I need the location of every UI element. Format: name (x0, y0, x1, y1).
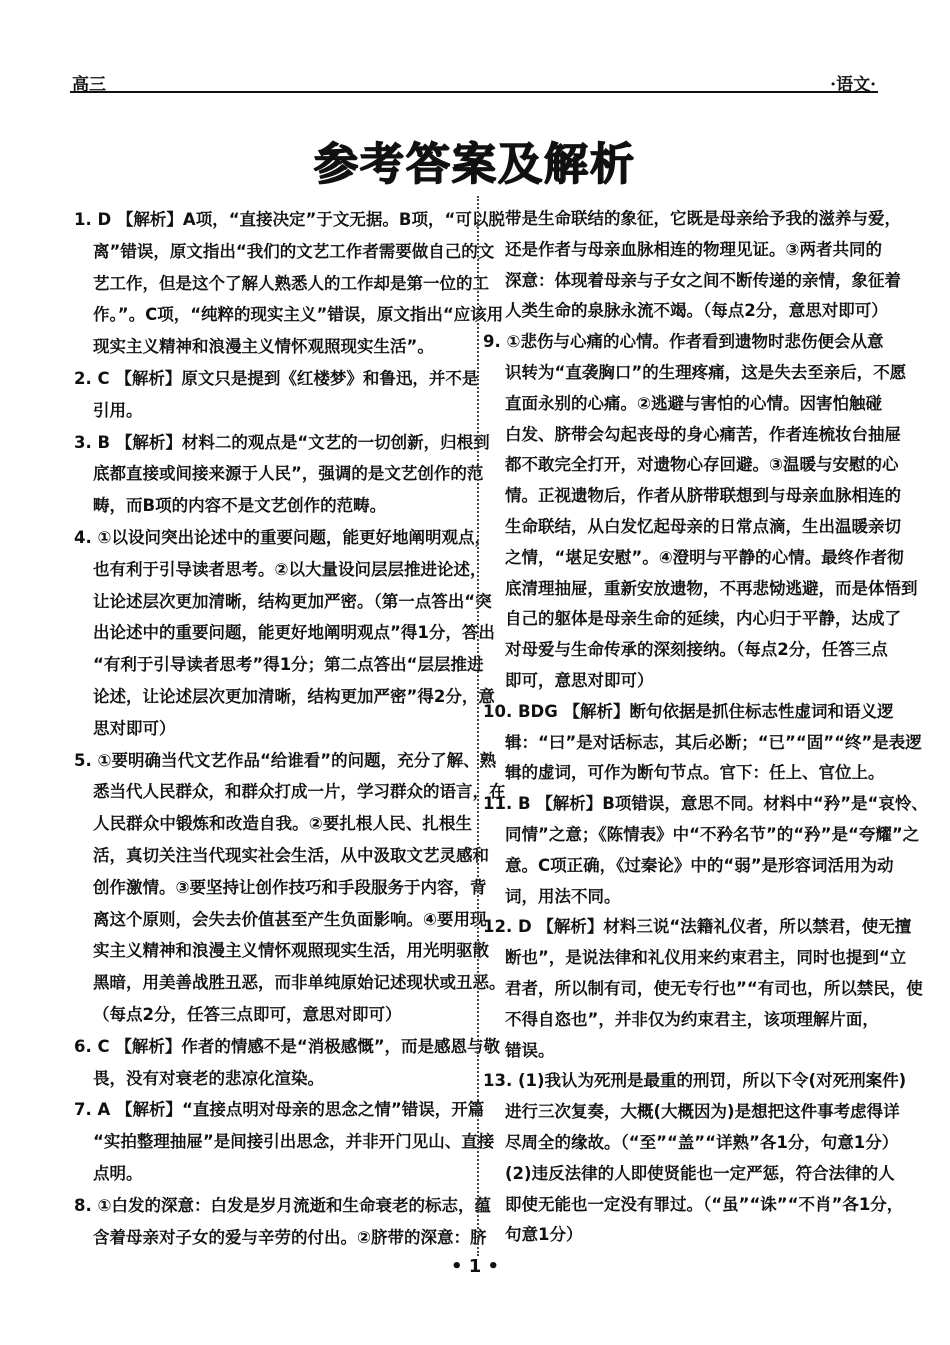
answer-line: 思对即可） (93, 718, 176, 738)
answer-line: 黑暗，用美善战胜丑恶，而非单纯原始记述现状或丑恶。 (93, 973, 506, 993)
column-divider (477, 196, 479, 1256)
answer-line: 创作激情。③要坚持让创作技巧和手段服务于内容，背 (93, 877, 487, 897)
answer-line: “实拍整理抽屉”是间接引出思念，并非开门见山、直接 (93, 1132, 495, 1152)
answer-line: 畴，而B项的内容不是文艺创作的范畴。 (93, 496, 387, 516)
answer-line: 带是生命联结的象征，它既是母亲给予我的滋养与爱， (505, 209, 901, 228)
answer-line: 尽周全的缘故。（“至”“盖”“详熟”各1分，句意1分） (505, 1132, 899, 1152)
answer-line: 让论述层次更加清晰，结构更加严密。（第一点答出“突 (93, 591, 492, 611)
answer-line: 即可，意思对即可） (505, 670, 654, 690)
answer-item (483, 204, 901, 327)
answer-item (74, 1094, 495, 1189)
answer-line: 直面永别的心痛。②逃避与害怕的心情。因害怕触碰 (505, 393, 882, 413)
answer-line: 断也”，是说法律和礼仪用来约束君主，同时也提到“立 (505, 948, 907, 968)
answer-line: 同情”之意；《陈情表》中“不矜名节”的“矜”是“夸耀”之 (505, 824, 920, 844)
answer-line: 错误。 (505, 1040, 555, 1060)
answer-line: 离”错误，原文指出“我们的文艺工作者需要做自己的文 (93, 241, 495, 261)
answer-line: 人类生命的泉脉永流不竭。（每点2分，意思对即可） (505, 301, 888, 321)
answer-line: 生命联结，从白发忆起母亲的日常点滴，生出温暖亲切 (505, 516, 901, 536)
answer-item (74, 363, 479, 427)
answer-line: 含着母亲对子女的爱与辛劳的付出。②脐带的深意：脐 (93, 1227, 487, 1247)
answer-line: 出论述中的重要问题，能更好地阐明观点”得1分，答出 (93, 623, 495, 643)
answer-line: 8. ①白发的深意：白发是岁月流逝和生命衰老的标志，蕴 (74, 1195, 491, 1215)
answer-line: 13. (1)我认为死刑是最重的刑罚，所以下令(对死刑案件) (483, 1071, 907, 1091)
answer-line: 作。”。C项，“纯粹的现实主义”错误，原文指出“应该用 (93, 305, 504, 325)
answer-line: 活，真切关注当代现实社会生活，从中汲取文艺灵感和 (93, 845, 489, 865)
answer-line: 都不敢完全打开，对遗物心存回避。③温暖与安慰的心 (505, 455, 899, 475)
answer-line: 也有利于引导读者思考。②以大量设问层层推进论述， (93, 559, 487, 579)
answer-line: 1. D 【解析】A项，“直接决定”于文无据。B项，“可以脱 (74, 210, 505, 229)
answer-line: (2)违反法律的人即使贤能也一定严惩，符合法律的人 (505, 1163, 895, 1183)
answer-line: 对母爱与生命传承的深刻接纳。（每点2分，任答三点 (505, 640, 888, 660)
answer-item (74, 1190, 491, 1254)
answer-line: 辑的虚词，可作为断句节点。官下：任上、官位上。 (505, 763, 885, 783)
answer-line: 深意：体现着母亲与子女之间不断传递的亲情，象征着 (505, 270, 901, 290)
header-rule (70, 91, 878, 93)
answer-line: 7. A 【解析】“直接点明对母亲的思念之情”错误，开篇 (74, 1100, 485, 1120)
answer-line: 论述，让论述层次更加清晰，结构更加严密”得2分，意 (93, 686, 495, 706)
answer-line: 辑：“曰”是对话标志，其后必断；“已”“固”“终”是表逻 (505, 732, 922, 752)
answer-item (483, 697, 922, 789)
answer-line: 点明。 (93, 1163, 143, 1183)
answer-line: 情。正视遗物后，作者从脐带联想到与母亲血脉相连的 (505, 486, 901, 506)
left-column (74, 204, 506, 1253)
answer-line: 自己的躯体是母亲生命的延续，内心归于平静，达成了 (505, 609, 901, 629)
answer-line: 实主义精神和浪漫主义情怀观照现实生活，用光明驱散 (93, 941, 489, 961)
answer-line: 11. B 【解析】B项错误，意思不同。材料中“矜”是“哀怜、 (483, 794, 928, 814)
answer-item (74, 745, 506, 1031)
answer-item (483, 789, 928, 912)
answer-item (483, 912, 923, 1066)
answer-line: 进行三次复奏，大概(大概因为)是想把这件事考虑得详 (505, 1102, 900, 1122)
answer-line: 悉当代人民群众，和群众打成一片，学习群众的语言，在 (93, 782, 506, 802)
answer-line: 3. B 【解析】材料二的观点是“文艺的一切创新，归根到 (74, 432, 490, 452)
answer-line: 畏，没有对衰老的悲凉化渲染。 (93, 1068, 324, 1088)
answer-line: 词，用法不同。 (505, 886, 621, 906)
answer-line: 句意1分） (505, 1225, 583, 1245)
answer-line: 9. ①悲伤与心痛的心情。作者看到遗物时悲伤便会从意 (483, 332, 884, 352)
answer-line: 即使无能也一定没有罪过。（“虽”“诛”“不肖”各1分， (505, 1194, 904, 1214)
answer-line: 艺工作，但是这个了解人熟悉人的工作却是第一位的工 (93, 273, 489, 293)
answer-line: 6. C 【解析】作者的情感不是“消极感慨”，而是感恩与敬 (74, 1036, 501, 1056)
answer-item (74, 427, 490, 522)
answer-line: 12. D 【解析】材料三说“法籍礼仪者，所以禁君，使无擅 (483, 917, 912, 937)
answer-line: 底清理抽屉，重新安放遗物，不再悲恸逃避，而是体悟到 (505, 578, 918, 598)
answer-line: 10. BDG 【解析】断句依据是抓住标志性虚词和语义逻 (483, 701, 894, 721)
answer-line: 人民群众中锻炼和改造自我。②要扎根人民、扎根生 (93, 814, 472, 834)
answer-line: （每点2分，任答三点即可，意思对即可） (93, 1004, 402, 1024)
answer-line: 白发、脐带会勾起丧母的身心痛苦，作者连梳妆台抽屉 (505, 424, 901, 444)
answer-line: 底都直接或间接来源于人民”，强调的是文艺创作的范 (93, 464, 484, 484)
answer-line: 君者，所以制有司，使无专行也”“有司也，所以禁民，使 (505, 978, 923, 998)
answer-line: 4. ①以设问突出论述中的重要问题，能更好地阐明观点， (74, 527, 491, 547)
answer-item (74, 204, 505, 363)
answer-line: 识转为“直袭胸口”的生理疼痛，这是失去至亲后，不愿 (505, 362, 907, 382)
page-title: 参考答案及解析 (314, 139, 636, 190)
answer-line: 离这个原则，会失去价值甚至产生负面影响。④要用现 (93, 909, 487, 929)
answer-line: 5. ①要明确当代文艺作品“给谁看”的问题，充分了解、熟 (74, 750, 497, 770)
answer-line: 意。C项正确，《过秦论》中的“弱”是形容词活用为动 (505, 855, 894, 875)
answer-item (483, 1066, 907, 1251)
answer-line: 还是作者与母亲血脉相连的物理见证。③两者共同的 (505, 239, 882, 259)
answer-item (74, 522, 495, 745)
right-column (483, 204, 928, 1251)
answer-item (74, 1031, 501, 1095)
answer-line: 引用。 (93, 400, 143, 420)
answer-item (483, 327, 918, 697)
answer-line: 不得自恣也”，并非仅为约束君主，该项理解片面， (505, 1009, 879, 1029)
answer-line: “有利于引导读者思考”得1分；第二点答出“层层推进 (93, 655, 484, 675)
page-number: • 1 • (450, 1256, 500, 1277)
grade-label: 高三 (72, 75, 106, 95)
answer-line: 2. C 【解析】原文只是提到《红楼梦》和鲁迅，并不是 (74, 368, 479, 388)
answer-line: 之情，“堪足安慰”。④澄明与平静的心情。最终作者彻 (505, 547, 904, 567)
subject-label: ·语文· (830, 75, 876, 95)
answer-line: 现实主义精神和浪漫主义情怀观照现实生活”。 (93, 337, 434, 357)
